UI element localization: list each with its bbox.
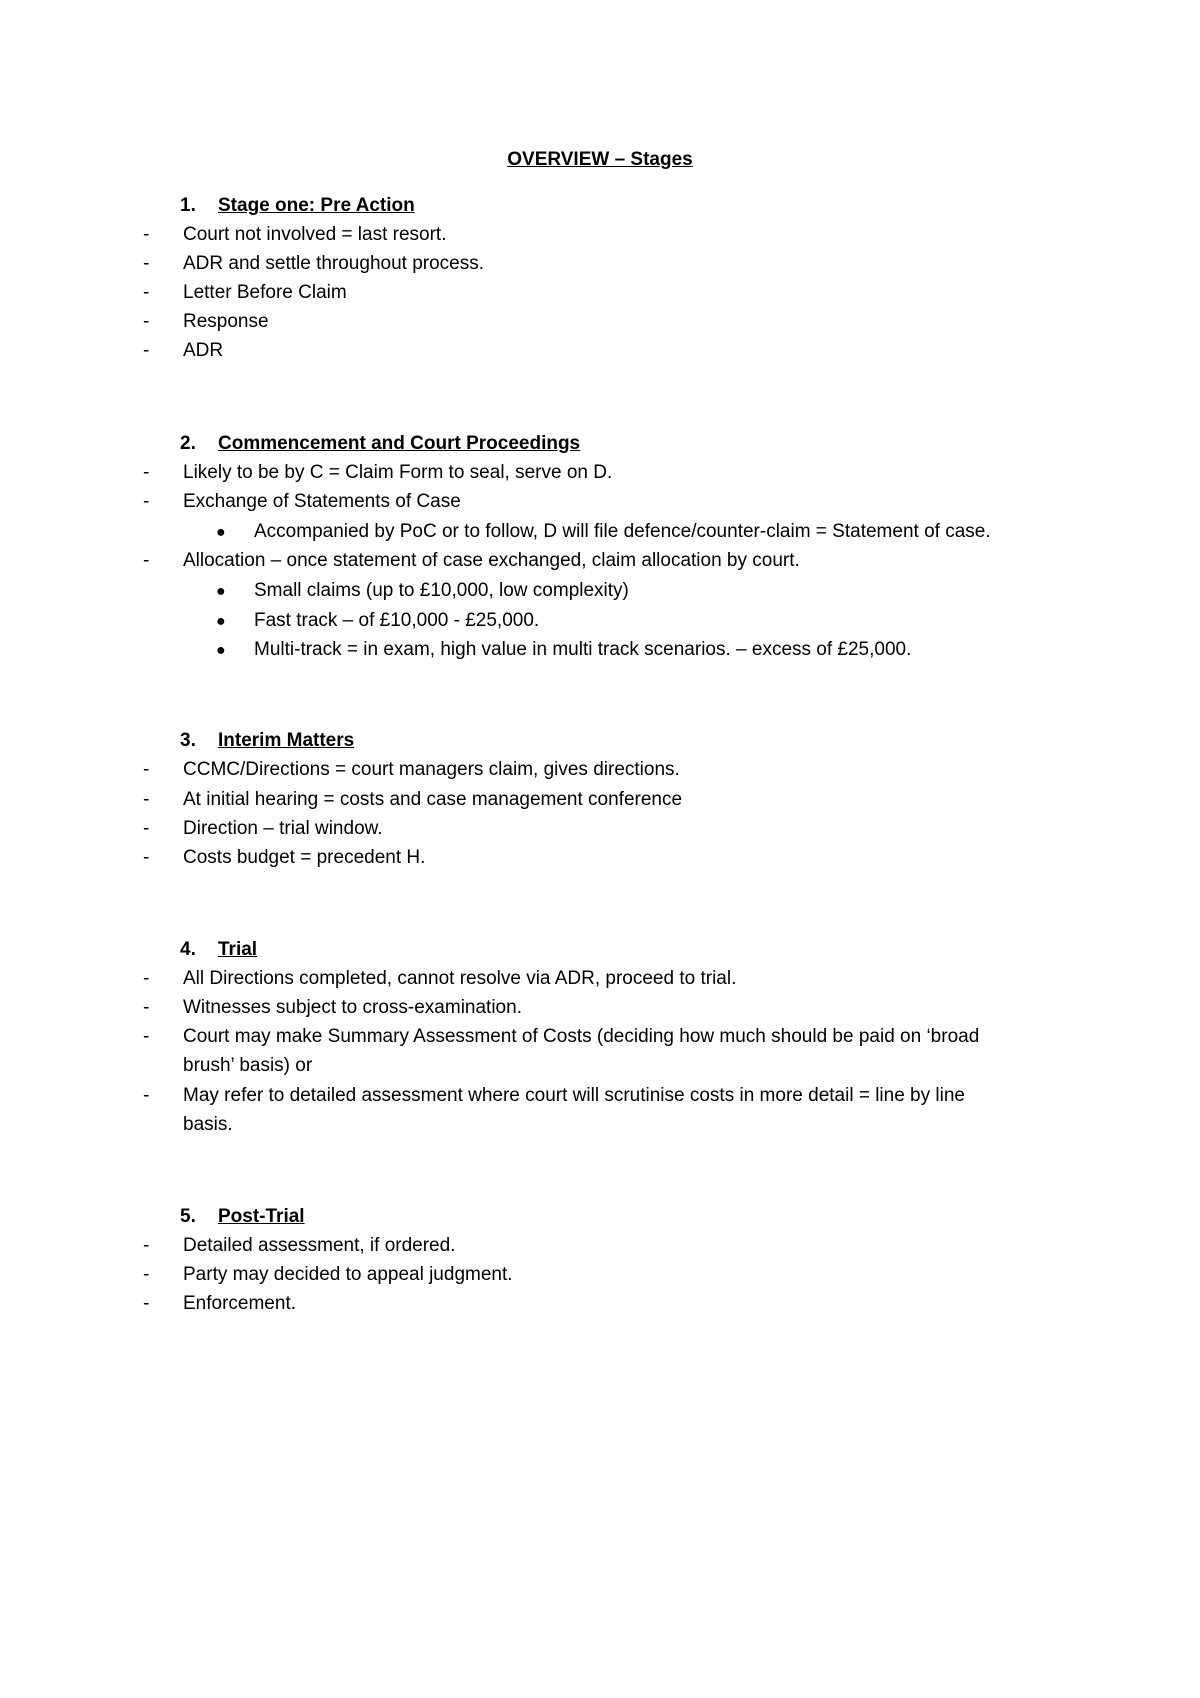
list-item-text: May refer to detailed assessment where court will scrutinise costs in more detail = line by line	[183, 1085, 965, 1106]
dash-marker: -	[143, 311, 150, 332]
dash-marker: -	[143, 968, 150, 989]
list-item	[143, 788, 682, 812]
dash-marker: -	[143, 847, 150, 868]
dash-marker: -	[143, 462, 150, 483]
section-3-heading	[180, 729, 354, 753]
section-heading-text: Trial	[218, 939, 258, 960]
dash-marker: -	[143, 1264, 150, 1285]
list-item-continuation: brush’ basis) or	[183, 1055, 313, 1076]
bullet-marker: ●	[216, 583, 226, 600]
dash-marker: -	[143, 1085, 150, 1106]
list-item	[143, 817, 383, 841]
dash-marker: -	[143, 1026, 150, 1047]
list-item	[143, 549, 800, 573]
list-item	[143, 461, 612, 485]
list-item	[143, 758, 680, 782]
dash-marker: -	[143, 1293, 150, 1314]
list-item-text: Letter Before Claim	[183, 282, 347, 303]
list-item	[143, 223, 447, 247]
list-item-text: Allocation – once statement of case exchanged, claim allocation by court.	[183, 550, 800, 571]
list-item-text: Witnesses subject to cross-examination.	[183, 997, 522, 1018]
sub-list-item	[216, 638, 911, 662]
section-heading-text: Stage one: Pre Action	[218, 195, 415, 216]
bullet-marker: ●	[216, 613, 226, 630]
sub-list-item	[216, 579, 629, 603]
dash-marker: -	[143, 491, 150, 512]
list-item-text: ADR	[183, 340, 224, 361]
list-item	[143, 1084, 965, 1108]
sub-list-item-text: Small claims (up to £10,000, low complexity)	[254, 580, 629, 601]
section-heading-text: Post-Trial	[218, 1206, 305, 1227]
dash-marker: -	[143, 282, 150, 303]
bullet-marker: ●	[216, 642, 226, 659]
section-1-heading	[180, 194, 415, 218]
section-number: 1.	[180, 195, 196, 216]
dash-marker: -	[143, 789, 150, 810]
dash-marker: -	[143, 550, 150, 571]
dash-marker: -	[143, 1235, 150, 1256]
list-item	[143, 967, 736, 991]
list-item	[143, 1263, 513, 1287]
list-item	[143, 252, 484, 276]
list-item-text: ADR and settle throughout process.	[183, 253, 485, 274]
dash-marker: -	[143, 759, 150, 780]
list-item-text: All Directions completed, cannot resolve via ADR, proceed to trial.	[183, 968, 737, 989]
section-number: 4.	[180, 939, 196, 960]
section-5-heading	[180, 1205, 305, 1229]
list-item	[143, 1292, 296, 1316]
section-heading-text: Commencement and Court Proceedings	[218, 433, 581, 454]
section-number: 5.	[180, 1206, 196, 1227]
list-item	[143, 281, 347, 305]
list-item-text: Court not involved = last resort.	[183, 224, 447, 245]
list-item-text: CCMC/Directions = court managers claim, gives directions.	[183, 759, 680, 780]
dash-marker: -	[143, 818, 150, 839]
list-item-text: Court may make Summary Assessment of Costs (deciding how much should be paid on ‘broad	[183, 1026, 980, 1047]
sub-list-item	[216, 520, 991, 544]
list-item-text: Likely to be by C = Claim Form to seal, serve on D.	[183, 462, 613, 483]
sub-list-item	[216, 609, 539, 633]
section-number: 2.	[180, 433, 196, 454]
list-item	[143, 310, 269, 334]
dash-marker: -	[143, 253, 150, 274]
section-heading-text: Interim Matters	[218, 730, 355, 751]
list-item	[143, 1234, 455, 1258]
list-item-continuation: basis.	[183, 1114, 233, 1135]
list-item	[143, 996, 522, 1020]
section-number: 3.	[180, 730, 196, 751]
list-item-text: Party may decided to appeal judgment.	[183, 1264, 513, 1285]
bullet-marker: ●	[216, 524, 226, 541]
dash-marker: -	[143, 340, 150, 361]
list-item-text: Direction – trial window.	[183, 818, 383, 839]
sub-list-item-text: Fast track – of £10,000 - £25,000.	[254, 610, 540, 631]
list-item-text: Response	[183, 311, 269, 332]
list-item	[143, 1025, 979, 1049]
list-item-text: Exchange of Statements of Case	[183, 491, 461, 512]
list-item-text: Enforcement.	[183, 1293, 296, 1314]
list-item	[143, 490, 461, 514]
list-item-text: Costs budget = precedent H.	[183, 847, 426, 868]
dash-marker: -	[143, 997, 150, 1018]
list-item	[143, 846, 425, 870]
section-2-heading	[180, 432, 580, 456]
dash-marker: -	[143, 224, 150, 245]
list-item-text: At initial hearing = costs and case management conference	[183, 789, 683, 810]
sub-list-item-text: Accompanied by PoC or to follow, D will file defence/counter-claim = Statement of case.	[254, 521, 991, 542]
document-title: OVERVIEW – Stages	[507, 149, 693, 170]
list-item-text: Detailed assessment, if ordered.	[183, 1235, 456, 1256]
sub-list-item-text: Multi-track = in exam, high value in multi track scenarios. – excess of £25,000.	[254, 639, 912, 660]
section-4-heading	[180, 938, 257, 962]
list-item	[143, 339, 223, 363]
